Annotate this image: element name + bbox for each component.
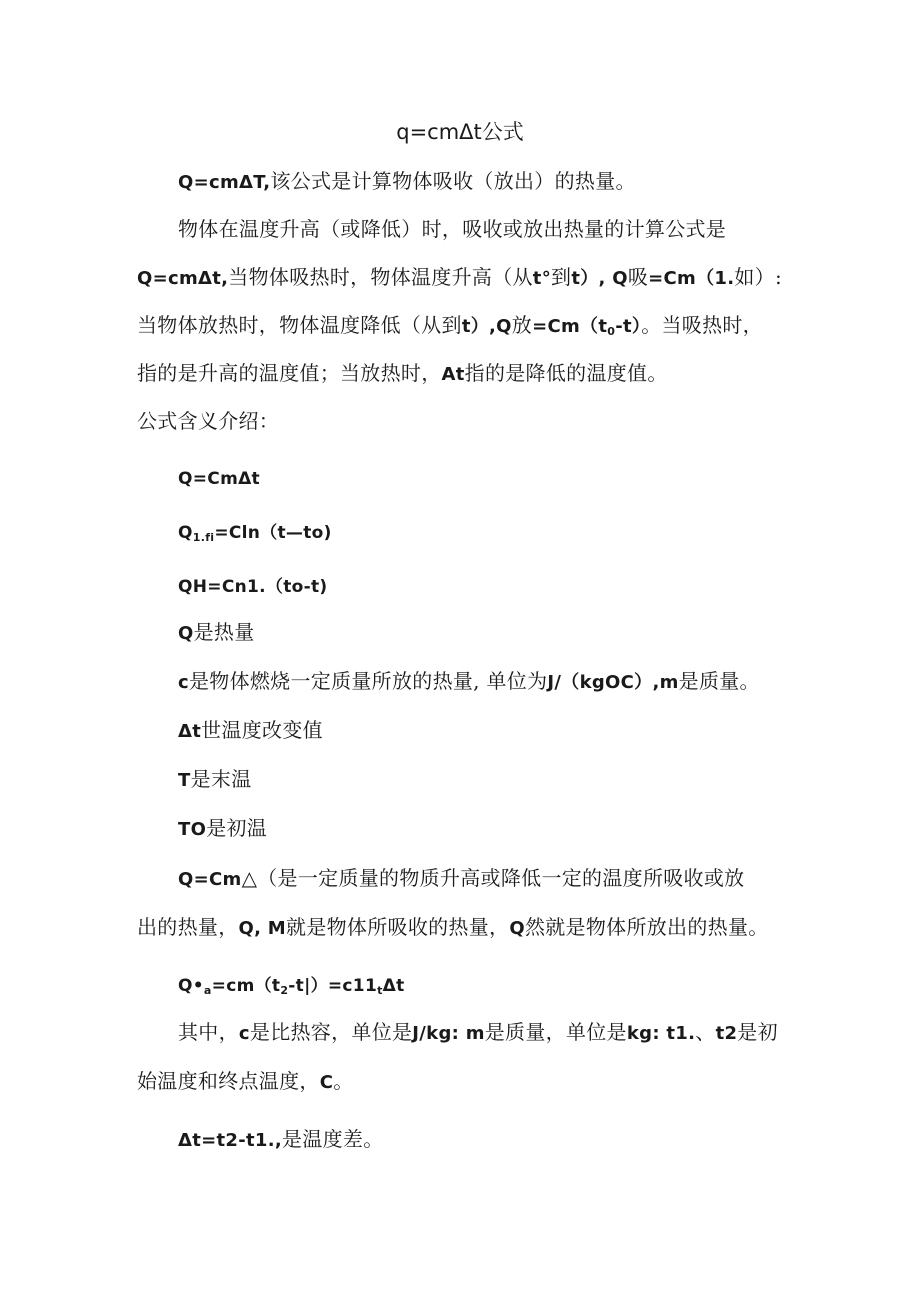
paragraph-2-line-1: 物体在温度升高（或降低）时，吸收或放出热量的计算公式是 <box>178 217 727 241</box>
paragraph-3-line-2 <box>137 913 769 943</box>
formula-symbol: Q <box>178 523 193 543</box>
subscript: 0 <box>607 325 616 338</box>
formula-3: QH=Cn1.（to-t) <box>178 577 328 597</box>
formula-inline: Δt=t2-t1., <box>178 1130 283 1151</box>
text-run: 就是物体所吸收的热量， <box>286 915 510 939</box>
formula-inline: Q=Cm <box>178 869 242 890</box>
subscript: 2 <box>280 984 289 997</box>
text-run: 是初 <box>737 1020 778 1044</box>
formula-rest: Δt <box>382 976 405 996</box>
formula-inline: t）,Q <box>461 316 512 337</box>
formula-inline: Q=cmΔt, <box>137 268 229 289</box>
text-run: 是质量，单位是 <box>484 1020 627 1044</box>
text-run: 放 <box>511 313 533 337</box>
text-run: 是物体燃烧一定质量所放的热量, 单位为 <box>188 669 548 693</box>
text-run: 该公式是计算物体吸收（放出）的热量。 <box>270 169 636 193</box>
text-run: △（是一定质量的物质升高或降低一定的温度所吸收或放 <box>241 866 745 890</box>
document-title: q=cmΔt公式 <box>396 120 524 144</box>
text-run: 始温度和终点温度， <box>137 1069 320 1093</box>
formula-inline: t° <box>532 268 552 289</box>
text-run: 。当吸热时， <box>641 313 763 337</box>
formula-rest: -t|）=c11 <box>288 976 378 996</box>
unit: J/（kgOC）,m <box>547 672 679 693</box>
definition-t <box>178 765 252 795</box>
definition-t0 <box>178 814 267 844</box>
text-run: 。 <box>333 1069 354 1093</box>
formula-4 <box>178 972 405 1005</box>
unit: kg: t1. <box>626 1023 696 1044</box>
paragraph-5 <box>178 1125 384 1155</box>
symbol: c <box>178 672 189 693</box>
symbol: c <box>238 1023 250 1044</box>
text-run: 如）: <box>734 265 783 289</box>
unit: J/kg: m <box>412 1023 485 1044</box>
text-run: 当物体放热时，物体温度降低（从到 <box>137 313 462 337</box>
text-run: 、 <box>695 1020 716 1044</box>
formula-inline: Q <box>509 918 525 939</box>
text-run: 世温度改变值 <box>201 718 323 742</box>
text-run: 出的热量， <box>137 915 239 939</box>
text-run: 到 <box>551 265 572 289</box>
text-run: 是初温 <box>206 816 268 840</box>
paragraph-2-line-4 <box>137 359 668 389</box>
formula-2 <box>178 519 332 552</box>
symbol: t2 <box>715 1023 738 1044</box>
paragraph-1-line-1 <box>178 167 636 197</box>
paragraph-4-line-2 <box>137 1067 354 1097</box>
text-run: 是温度差。 <box>282 1127 384 1151</box>
definition-delta-t <box>178 716 323 746</box>
formula-inline: Q, M <box>238 918 287 939</box>
paragraph-2-line-2 <box>137 263 782 293</box>
formula-inline: At <box>441 364 465 385</box>
paragraph-4-line-1 <box>178 1018 778 1048</box>
formula-inline: =Cm（t <box>532 316 608 337</box>
text-run: 指的是降低的温度值。 <box>464 361 668 385</box>
formula-inline: =Cm（1. <box>648 268 735 289</box>
text-run: 是比热容，单位是 <box>249 1020 413 1044</box>
formula-rest: =Cln（t—to) <box>214 523 332 543</box>
formula-inline: -t） <box>615 316 642 337</box>
paragraph-2-line-3 <box>137 311 763 346</box>
symbol: C <box>319 1072 334 1093</box>
definition-q <box>178 618 255 648</box>
text-run: 是质量。 <box>678 669 760 693</box>
text-run: 指的是升高的温度值；当放热时， <box>137 361 442 385</box>
text-run: 然就是物体所放出的热量。 <box>524 915 769 939</box>
definition-c <box>178 667 760 697</box>
formula-symbol: Q• <box>178 976 204 996</box>
text-run: 是末温 <box>190 767 252 791</box>
paragraph-3-line-1 <box>178 864 744 894</box>
symbol: TO <box>178 819 207 840</box>
subscript: t <box>377 984 383 997</box>
symbol: T <box>178 770 191 791</box>
text-run: 其中， <box>178 1020 239 1044</box>
formula-rest: =cm（t <box>211 976 281 996</box>
intro-heading: 公式含义介绍： <box>137 409 280 433</box>
formula-inline: t）, Q <box>571 268 628 289</box>
text-run: 当物体吸热时，物体温度升高（从 <box>228 265 533 289</box>
text-run: 是热量 <box>193 620 255 644</box>
text-run: 吸 <box>627 265 649 289</box>
symbol: Δt <box>178 721 202 742</box>
symbol: Q <box>178 623 194 644</box>
subscript: a <box>203 984 212 997</box>
formula-1: Q=CmΔt <box>178 469 260 489</box>
formula-inline: Q=cmΔT, <box>178 172 271 193</box>
subscript: 1.fi <box>192 531 215 544</box>
